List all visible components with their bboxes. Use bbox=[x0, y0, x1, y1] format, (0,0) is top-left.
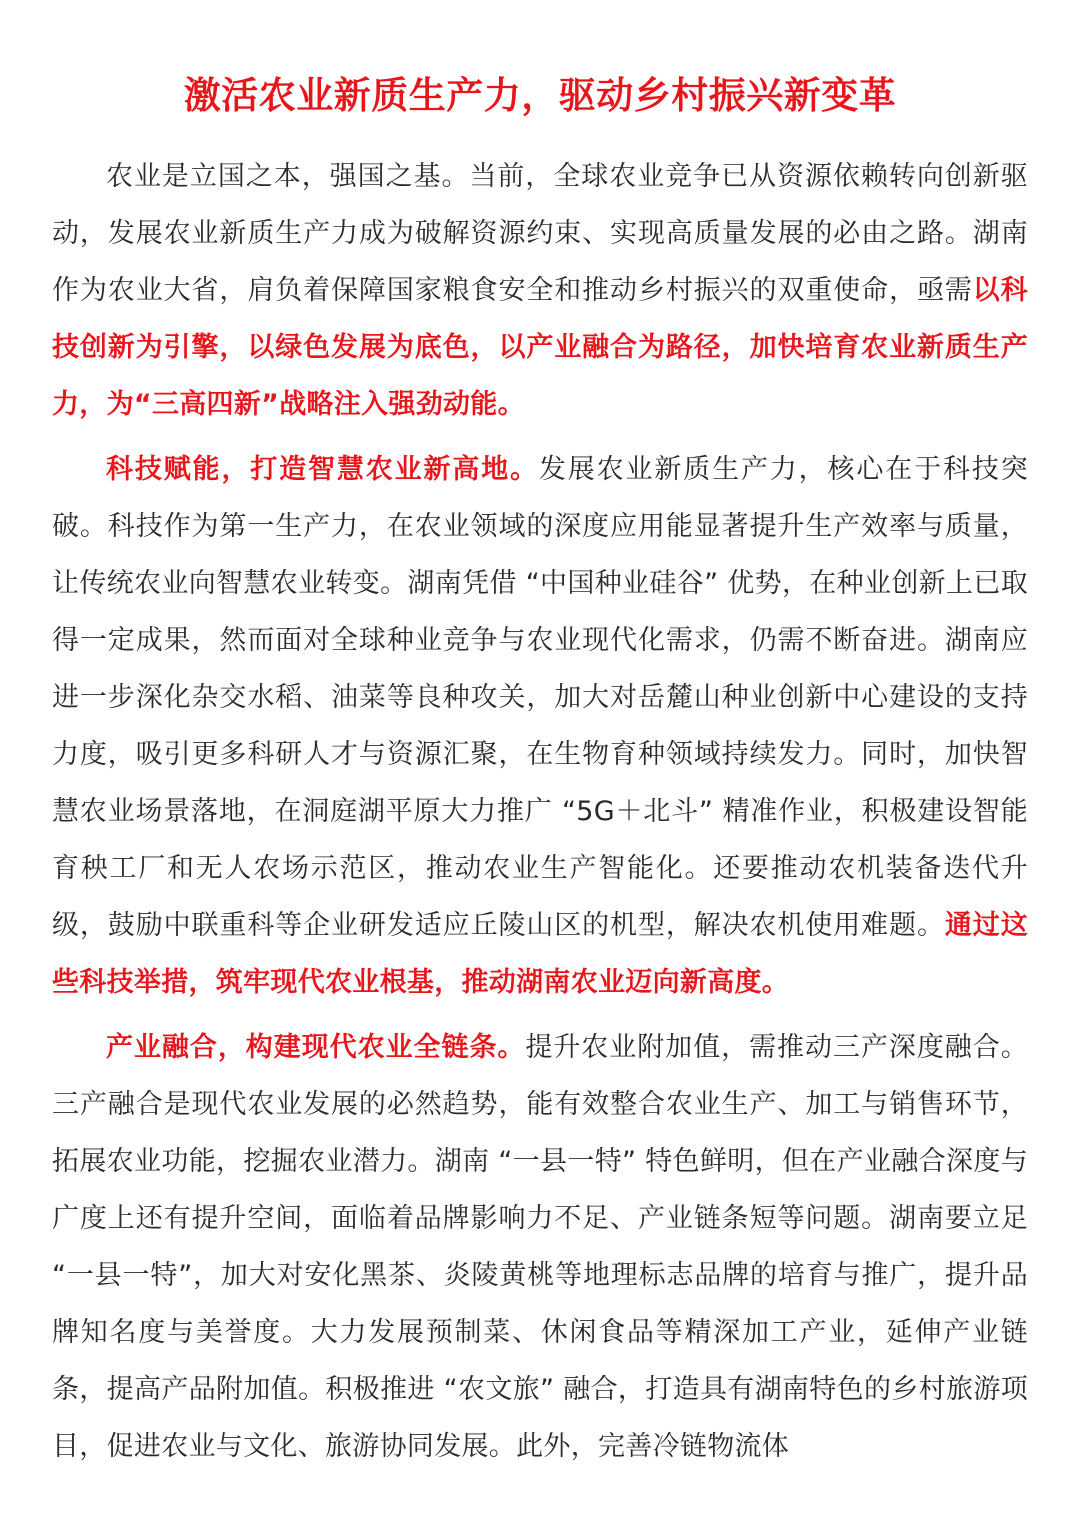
paragraph-technology bbox=[52, 441, 1028, 1011]
section-heading: 科技赋能，打造智慧农业新高地。 bbox=[106, 454, 539, 485]
paragraph-text: 农业是立国之本，强国之基。当前，全球农业竞争已从资源依赖转向创新驱动，发展农业新质生产力成为破解资源约束、实现高质量发展的必由之路。湖南作为农业大省，肩负着保障国家粮食安全和推动乡村振兴的双重使命，亟需 bbox=[52, 161, 1028, 306]
section-heading: 产业融合，构建现代农业全链条。 bbox=[106, 1032, 526, 1063]
paragraph-text: 发展农业新质生产力，核心在于科技突破。科技作为第一生产力，在农业领域的深度应用能显著提升生产效率与质量，让传统农业向智慧农业转变。湖南凭借 “中国种业硅谷” 优势，在种业创新上已取得一定成果，然而面对全球种业竞争与农业现代化需求，仍需不断奋进。湖南应进一步深化杂交水稻、油菜等良种攻关，加大对岳麓山种业创新中心建设的支持力度，吸引更多科研人才与资源汇聚，在生物育种领域持续发力。同时，加快智慧农业场景落地，在洞庭湖平原大力推广 “5G＋北斗” 精准作业，积极建设智能育秧工厂和无人农场示范区，推动农业生产智能化。还要推动农机装备迭代升级，鼓励中联重科等企业研发适应丘陵山区的机型，解决农机使用难题。 bbox=[52, 454, 1028, 941]
paragraph-intro bbox=[52, 148, 1028, 433]
page-title: 激活农业新质生产力，驱动乡村振兴新变革 bbox=[183, 74, 897, 117]
highlighted-text: 以科技创新为引擎，以绿色发展为底色，以产业融合为路径，加快培育农业新质生产力，为“三高四新”战略注入强劲动能。 bbox=[52, 275, 1028, 420]
highlighted-text: 通过这些科技举措，筑牢现代农业根基，推动湖南农业迈向新高度。 bbox=[52, 910, 1028, 998]
paragraph-text: 提升农业附加值，需推动三产深度融合。三产融合是现代农业发展的必然趋势，能有效整合农业生产、加工与销售环节，拓展农业功能，挖掘农业潜力。湖南 “一县一特” 特色鲜明，但在产业融合深度与广度上还有提升空间，面临着品牌影响力不足、产业链条短等问题。湖南要立足 “一县一特”，加大对安化黑茶、炎陵黄桃等地理标志品牌的培育与推广，提升品牌知名度与美誉度。大力发展预制菜、休闲食品等精深加工产业，延伸产业链条，提高产品附加值。积极推进 “农文旅” 融合，打造具有湖南特色的乡村旅游项目，促进农业与文化、旅游协同发展。此外，完善冷链物流体 bbox=[52, 1032, 1028, 1462]
paragraph-industry bbox=[52, 1019, 1028, 1475]
